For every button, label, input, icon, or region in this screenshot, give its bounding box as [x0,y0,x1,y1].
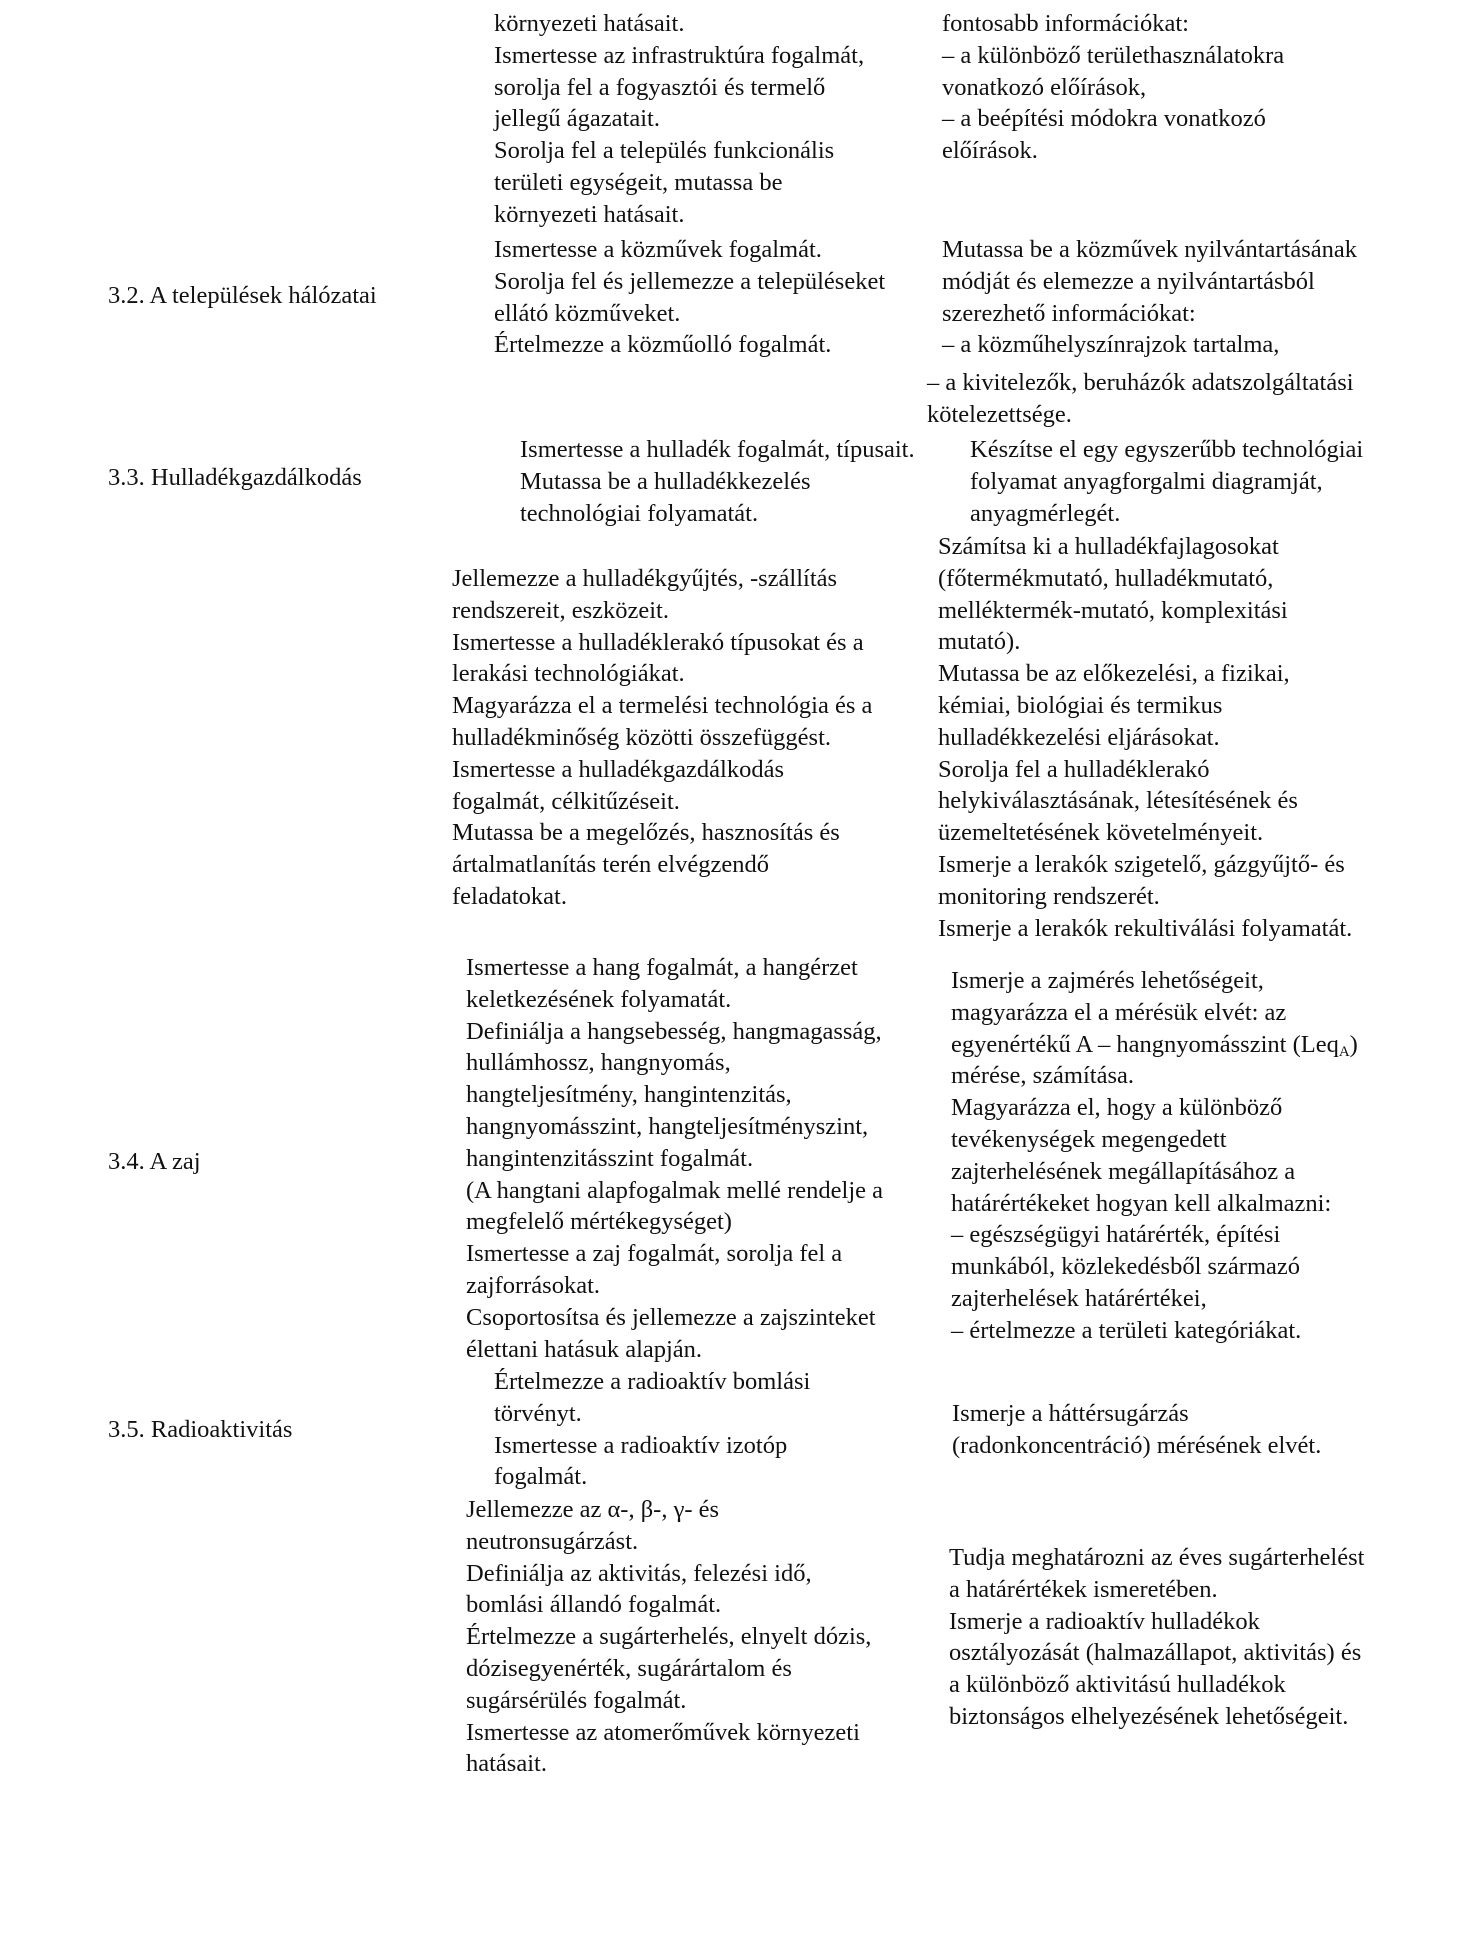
section-3-3-knowledge-more [452,563,872,913]
section-3-2-skills [927,234,1358,431]
section-3-5-skills [952,1398,1321,1462]
text-line: Ismertesse az atomerőművek környezeti [466,1718,860,1746]
text-line: Csoportosítsa és jellemezze a zajszinteket [466,1303,876,1331]
text-line: hangnyomásszint, hangteljesítményszint, [466,1112,869,1140]
text-line: rendszereit, eszközeit. [452,596,669,624]
text-line: Ismerje a lerakók szigetelő, gázgyűjtő- és [938,850,1345,878]
text-line: hulladékkezelési eljárásokat. [938,723,1220,751]
text-line: Mutassa be az előkezelési, a fizikai, [938,660,1290,688]
text-line: hatásait. [466,1750,547,1778]
text-line: vonatkozó előírások, [942,73,1147,101]
text-line: Tudja meghatározni az éves sugárterhelést [949,1544,1365,1571]
text-line: (A hangtani alapfogalmak mellé rendelje a [466,1176,884,1204]
section-3-4-knowledge [466,952,883,1365]
section-3-3-knowledge [520,434,915,529]
text-line: Sorolja fel a település funkcionális [494,137,835,165]
text-line: Ismertesse a hulladéklerakó típusokat és a [452,628,864,656]
leq-close: ) [1349,1030,1358,1058]
text-line: Definiálja a hangsebesség, hangmagasság, [466,1017,882,1045]
text-line: biztonságos elhelyezésének lehetőségeit. [949,1702,1349,1730]
text-line: Értelmezze a radioaktív bomlási [494,1368,811,1395]
text-line: sorolja fel a fogyasztói és termelő [494,73,826,101]
text-line: keletkezésének folyamatát. [466,985,732,1013]
text-line: Ismertesse a zaj fogalmát, sorolja fel a [466,1240,843,1268]
text-line: Ismertesse a hulladékgazdálkodás [452,755,784,783]
text-line: folyamat anyagforgalmi diagramját, [970,467,1323,495]
text-line: Magyarázza el a termelési technológia és a [452,692,873,720]
text-line: – a közműhelyszínrajzok tartalma, [942,331,1280,359]
text-line: hangteljesítmény, hangintenzitás, [466,1081,792,1109]
text-line: Magyarázza el, hogy a különböző [951,1094,1283,1122]
leq-subscript: A [1338,1043,1350,1060]
text-line: környezeti hatásait. [494,200,685,228]
text-line: Számítsa ki a hulladékfajlagosokat [938,533,1279,560]
text-line: sugársérülés fogalmát. [466,1686,687,1714]
text-line: Értelmezze a közműolló fogalmát. [494,331,832,359]
text-line: Ismertesse a közművek fogalmát. [494,236,822,263]
text-line: mutató). [938,628,1021,656]
topic-3-4: 3.4. A zaj [108,1148,201,1175]
text-line: hullámhossz, hangnyomás, [466,1049,731,1077]
text-line: előírások. [942,137,1038,165]
text-line: monitoring rendszerét. [938,882,1160,910]
text-line: helykiválasztásának, létesítésének és [938,787,1298,815]
topic-3-2: 3.2. A települések hálózatai [108,282,377,309]
text-line: – egészségügyi határérték, építési [951,1221,1281,1249]
text-line: a különböző aktivitású hulladékok [949,1671,1286,1699]
text-line: Ismertesse a hulladék fogalmát, típusait. [520,436,915,463]
text-line: bomlási állandó fogalmát. [466,1591,722,1619]
text-line: zajterhelések határértékei, [951,1284,1207,1312]
text-line: környezeti hatásait. [494,10,685,37]
text-line [951,1029,1358,1061]
text-line: területi egységeit, mutassa be [494,168,783,196]
text-line: törvényt. [494,1399,582,1427]
text-line: a határértékek ismeretében. [949,1575,1218,1603]
text-line: Sorolja fel a hulladéklerakó [938,755,1210,783]
topic-3-3: 3.3. Hulladékgazdálkodás [108,464,362,491]
text-line: Mutassa be a megelőzés, hasznosítás és [452,819,840,847]
text-line: ellátó közműveket. [494,299,681,327]
text-line: Ismertesse az infrastruktúra fogalmát, [494,41,865,69]
text-line: kötelezettsége. [927,400,1072,428]
text-line: (radonkoncentráció) mérésének elvét. [952,1431,1322,1459]
text-line: Ismerje a zajmérés lehetőségeit, [951,967,1264,994]
section-3-2-knowledge [494,234,885,361]
text-line: kémiai, biológiai és termikus [938,691,1223,719]
text-line: fontosabb információkat: [942,10,1189,37]
text-line: hulladékminőség közötti összefüggést. [452,723,831,751]
text-line: magyarázza el a mérésük elvét: az [951,998,1287,1026]
section-3-3-skills-more [938,531,1352,944]
text-line: lerakási technológiákat. [452,660,685,688]
text-line: technológiai folyamatát. [520,499,759,527]
text-line: fogalmát. [494,1463,588,1491]
text-line: Készítse el egy egyszerűbb technológiai [970,436,1364,463]
text-line: módját és elemezze a nyilvántartásból [942,267,1315,295]
text-line: Ismerje a radioaktív hulladékok [949,1607,1260,1635]
text-line: Jellemezze az α-, β-, γ- és [466,1496,720,1523]
text-line: Definiálja az aktivitás, felezési idő, [466,1559,812,1587]
section-3-3-skills [970,434,1363,529]
topic-3-5: 3.5. Radioaktivitás [108,1416,293,1443]
text-line: osztályozását (halmazállapot, aktivitás) és [949,1639,1362,1667]
text-line: Sorolja fel és jellemezze a településeket [494,267,886,295]
text-line: Ismertesse a radioaktív izotóp [494,1431,788,1459]
text-line: határértékeket hogyan kell alkalmazni: [951,1189,1332,1217]
text-line: – a különböző területhasználatokra [942,41,1285,69]
text-line: tevékenységek megengedett [951,1125,1227,1153]
text-line: Ismerje a háttérsugárzás [952,1400,1189,1427]
leq-text: egyenértékű A – hangnyomásszint (Leq [951,1030,1339,1058]
section-0-knowledge [494,8,864,231]
text-line: Jellemezze a hulladékgyűjtés, -szállítás [452,565,838,592]
section-3-5-skills-more [949,1542,1364,1733]
text-line: üzemeltetésének követelményeit. [938,819,1264,847]
section-3-5-knowledge [494,1366,810,1493]
text-line: – értelmezze a területi kategóriákat. [951,1316,1302,1344]
section-0-skills [942,8,1284,167]
text-line: ártalmatlanítás terén elvégzendő [452,851,769,879]
text-line: Ismerje a lerakók rekultiválási folyamatát. [938,914,1353,942]
text-line: szerezhető információkat: [942,299,1196,327]
section-3-4-skills [951,965,1358,1347]
text-line: zajforrásokat. [466,1271,600,1299]
text-line: – a kivitelezők, beruházók adatszolgáltatási [927,369,1354,397]
section-3-5-knowledge-more [466,1494,871,1780]
text-line: munkából, közlekedésből származó [951,1253,1301,1281]
text-line: élettani hatásuk alapján. [466,1335,703,1363]
text-line: Mutassa be a hulladékkezelés [520,467,811,495]
text-line: fogalmát, célkitűzéseit. [452,787,680,815]
text-line: hangintenzitásszint fogalmát. [466,1144,754,1172]
text-line: anyagmérlegét. [970,499,1121,527]
text-line: jellegű ágazatait. [494,105,660,133]
text-line: mérése, számítása. [951,1062,1134,1090]
text-line: neutronsugárzást. [466,1527,639,1555]
text-line: Mutassa be a közművek nyilvántartásának [942,236,1358,263]
text-line: (főtermékmutató, hulladékmutató, [938,564,1274,592]
text-line: dózisegyenérték, sugárártalom és [466,1654,792,1682]
text-line: – a beépítési módokra vonatkozó [942,105,1266,133]
text-line: melléktermék-mutató, komplexitási [938,596,1288,624]
text-line: Értelmezze a sugárterhelés, elnyelt dózis, [466,1623,872,1651]
text-line: megfelelő mértékegységet) [466,1208,732,1236]
text-line: Ismertesse a hang fogalmát, a hangérzet [466,954,858,981]
text-line: feladatokat. [452,882,567,910]
text-line: zajterhelésének megállapításához a [951,1157,1296,1185]
